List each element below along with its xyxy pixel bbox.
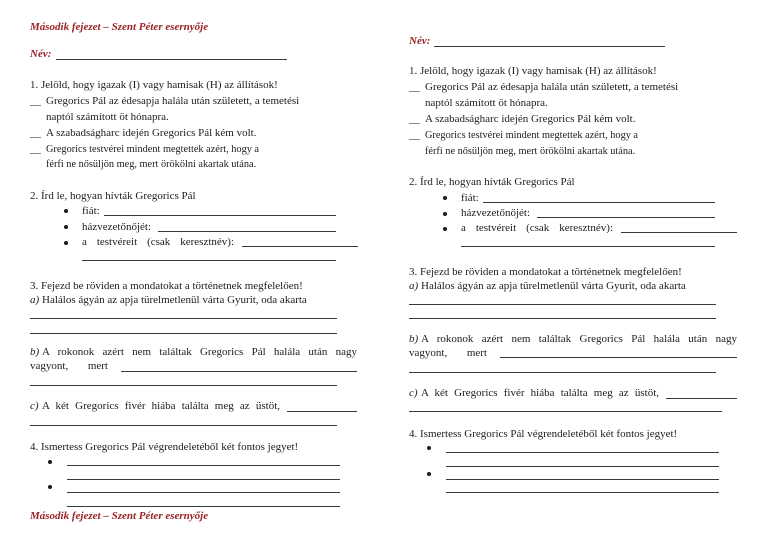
bullet-icon xyxy=(427,472,431,476)
q1-item-1-text-right: Gregorics Pál az édesapja halála után született, a temetési xyxy=(425,81,679,93)
q1-item-3-blank[interactable]: __ xyxy=(30,143,41,155)
q3-c-text: A két Gregorics fivér hiába találta meg az üstöt, xyxy=(42,400,280,412)
name-label: Név: xyxy=(30,48,52,60)
q3-c-answer-line-1-right[interactable] xyxy=(666,398,737,399)
q1-item-3-text-right: Gregorics testvérei mindent megtettek azért, hogy a xyxy=(425,130,639,141)
q3-c-label-right: c) xyxy=(409,387,418,399)
name-field[interactable] xyxy=(56,59,287,60)
q2-item-son-label-right: fiát: xyxy=(461,192,479,204)
q2-son-answer-line-right[interactable] xyxy=(483,202,715,203)
q3-a-answer-line-1[interactable] xyxy=(30,318,337,319)
q3-c-answer-line-1[interactable] xyxy=(287,411,357,412)
bullet-icon xyxy=(443,227,447,231)
q3-b-text-right: A rokonok azért nem találtak Gregorics Pál halála után nagy xyxy=(421,333,737,345)
q2-siblings-answer-line[interactable] xyxy=(242,246,358,247)
bullet-icon xyxy=(48,460,52,464)
q1-item-3-blank-right[interactable]: __ xyxy=(409,129,420,141)
q4-answer-1-line-2-right[interactable] xyxy=(446,466,719,467)
q3-b-answer-line-2-right[interactable] xyxy=(409,372,716,373)
q1-item-1-blank-right[interactable]: __ xyxy=(409,81,420,93)
q2-title: 2. Írd le, hogyan hívták Gregorics Pál xyxy=(30,190,196,202)
q2-item-housekeeper-label: házvezetőnőjét: xyxy=(82,221,152,233)
q1-item-3-text-cont: férfi ne nősüljön meg, mert örökölni akartak utána. xyxy=(46,159,257,170)
q4-answer-1-line-1-right[interactable] xyxy=(446,452,719,453)
bullet-icon xyxy=(427,446,431,450)
q4-answer-1-line-1[interactable] xyxy=(67,465,340,466)
q1-title-right: 1. Jelöld, hogy igazak (I) vagy hamisak (H) az állítások! xyxy=(409,65,657,77)
q3-a-label-right: a) xyxy=(409,280,419,292)
q3-a-answer-line-1-right[interactable] xyxy=(409,304,716,305)
q2-title-right: 2. Írd le, hogyan hívták Gregorics Pál xyxy=(409,176,575,188)
bullet-icon xyxy=(48,485,52,489)
q3-b-answer-line-1[interactable] xyxy=(121,371,357,372)
q4-answer-1-line-2[interactable] xyxy=(67,479,340,480)
q2-siblings-answer-line-2-right[interactable] xyxy=(461,246,715,247)
q3-c-label: c) xyxy=(30,400,39,412)
q3-a-text: Halálos ágyán az apja türelmetlenül várta Gyurit, oda akarta xyxy=(42,294,307,306)
q1-item-3-text-cont-right: férfi ne nősüljön meg, mert örökölni akartak utána. xyxy=(425,146,636,157)
q4-title-right: 4. Ismertess Gregorics Pál végrendeletéből két fontos jegyet! xyxy=(409,428,678,440)
q1-title: 1. Jelöld, hogy igazak (I) vagy hamisak (H) az állítások! xyxy=(30,79,278,91)
bullet-icon xyxy=(443,212,447,216)
q3-b-label: b) xyxy=(30,346,40,358)
q3-b-label-right: b) xyxy=(409,333,419,345)
q4-answer-2-line-1-right[interactable] xyxy=(446,479,719,480)
q1-item-3-text: Gregorics testvérei mindent megtettek azért, hogy a xyxy=(46,144,260,155)
name-label-right: Név: xyxy=(409,35,431,47)
q3-title: 3. Fejezd be röviden a mondatokat a történetnek megfelelően! xyxy=(30,280,303,292)
bullet-icon xyxy=(64,209,68,213)
q3-b-text-cont: vagyont, mert xyxy=(30,360,108,372)
q3-a-answer-line-2[interactable] xyxy=(30,333,337,334)
bullet-icon xyxy=(443,196,447,200)
q3-b-answer-line-2[interactable] xyxy=(30,385,337,386)
q1-item-2-text-right: A szabadságharc idején Gregorics Pál kém volt. xyxy=(425,113,636,125)
q2-housekeeper-answer-line[interactable] xyxy=(158,231,336,232)
q2-siblings-answer-line-right[interactable] xyxy=(621,232,737,233)
q3-b-text: A rokonok azért nem találtak Gregorics Pál halála után nagy xyxy=(42,346,357,358)
q1-item-1-text: Gregorics Pál az édesapja halála után született, a temetési xyxy=(46,95,300,107)
q4-answer-2-line-2-right[interactable] xyxy=(446,492,719,493)
bullet-icon xyxy=(64,225,68,229)
q4-title: 4. Ismertess Gregorics Pál végrendeletéből két fontos jegyet! xyxy=(30,441,299,453)
q2-item-siblings-label-right: a testvéreit (csak keresztnév): xyxy=(461,222,613,234)
bullet-icon xyxy=(64,241,68,245)
q1-item-1-blank[interactable]: __ xyxy=(30,95,41,107)
chapter-footer: Második fejezet – Szent Péter esernyője xyxy=(30,510,209,522)
q3-a-answer-line-2-right[interactable] xyxy=(409,318,716,319)
q3-c-answer-line-2-right[interactable] xyxy=(409,411,722,412)
q1-item-1-text-cont-right: naptól számított öt hónapra. xyxy=(425,97,548,109)
q3-a-label: a) xyxy=(30,294,40,306)
q3-a-text-right: Halálos ágyán az apja türelmetlenül várta Gyurit, oda akarta xyxy=(421,280,686,292)
q1-item-2-text: A szabadságharc idején Gregorics Pál kém volt. xyxy=(46,127,257,139)
q3-b-text-cont-right: vagyont, mert xyxy=(409,347,487,359)
chapter-header: Második fejezet – Szent Péter esernyője xyxy=(30,21,209,33)
q2-housekeeper-answer-line-right[interactable] xyxy=(537,217,715,218)
q2-item-housekeeper-label-right: házvezetőnőjét: xyxy=(461,207,531,219)
q2-item-son-label: fiát: xyxy=(82,205,100,217)
q1-item-1-text-cont: naptól számított öt hónapra. xyxy=(46,111,169,123)
q1-item-2-blank[interactable]: __ xyxy=(30,127,41,139)
q3-title-right: 3. Fejezd be röviden a mondatokat a történetnek megfelelően! xyxy=(409,266,682,278)
q3-b-answer-line-1-right[interactable] xyxy=(500,357,737,358)
q4-answer-2-line-2[interactable] xyxy=(67,506,340,507)
q3-c-answer-line-2[interactable] xyxy=(30,425,337,426)
q3-c-text-right: A két Gregorics fivér hiába találta meg az üstöt, xyxy=(421,387,659,399)
q2-siblings-answer-line-2[interactable] xyxy=(82,260,336,261)
q1-item-2-blank-right[interactable]: __ xyxy=(409,113,420,125)
q4-answer-2-line-1[interactable] xyxy=(67,492,340,493)
name-field-right[interactable] xyxy=(434,46,665,47)
q2-son-answer-line[interactable] xyxy=(104,215,336,216)
q2-item-siblings-label: a testvéreit (csak keresztnév): xyxy=(82,236,234,248)
